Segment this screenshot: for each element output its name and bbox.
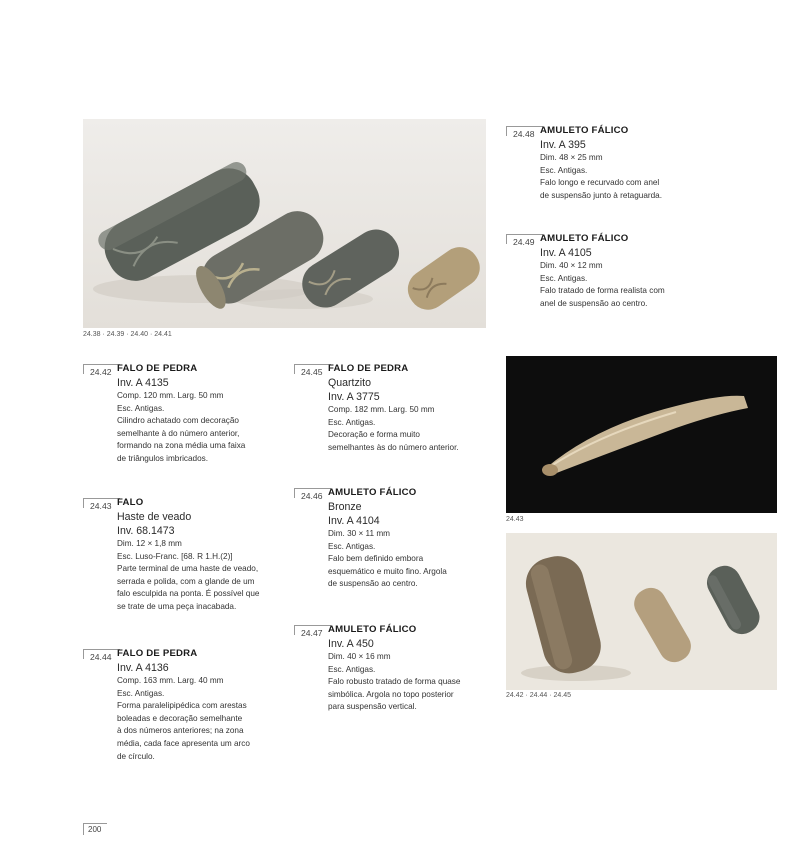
entry-description-line: Forma paralelipipédica com arestas xyxy=(117,701,247,711)
entry-inventory: Inv. A 4135 xyxy=(117,377,169,389)
entry-dimensions: Comp. 182 mm. Larg. 50 mm xyxy=(328,405,435,414)
entry-provenance: Esc. Luso-Franc. [68. R 1.H.(2)] xyxy=(117,551,233,561)
entry-inventory: Inv. A 4105 xyxy=(540,247,592,259)
entry-title: AMULETO FÁLICO xyxy=(328,487,417,498)
entry-description-line: Falo longo e recurvado com anel xyxy=(540,178,660,188)
entry-provenance: Esc. Antigas. xyxy=(328,664,376,674)
entry-description-line: simbólica. Argola no topo posterior xyxy=(328,689,454,699)
entry-number: 24.47 xyxy=(294,625,331,635)
entry-description-line: Cilindro achatado com decoração xyxy=(117,416,239,426)
entry-inventory: Inv. A 4104 xyxy=(328,515,380,527)
entry-dimensions: Dim. 30 × 11 mm xyxy=(328,529,390,538)
catalog-entry-24-49 xyxy=(506,232,706,322)
entry-title: FALO DE PEDRA xyxy=(328,363,409,374)
catalog-entry-24-44 xyxy=(83,647,283,777)
entry-dimensions: Comp. 120 mm. Larg. 50 mm xyxy=(117,391,224,400)
caption-bottom-photo: 24.42 · 24.44 · 24.45 xyxy=(506,692,571,699)
entry-description-line: Falo robusto tratado de forma quase xyxy=(328,677,461,687)
entry-provenance: Esc. Antigas. xyxy=(328,541,376,551)
entry-description-line: média, cada face apresenta um arco xyxy=(117,738,250,748)
entry-dimensions: Dim. 40 × 16 mm xyxy=(328,652,391,661)
entry-title: AMULETO FÁLICO xyxy=(540,233,629,244)
entry-description-line: Falo bem definido embora xyxy=(328,554,424,564)
entry-number: 24.48 xyxy=(506,126,543,136)
entry-number: 24.42 xyxy=(83,364,120,374)
entry-inventory: Inv. 68.1473 xyxy=(117,525,175,537)
caption-dark-photo: 24.43 xyxy=(506,516,524,523)
entry-inventory: Inv. A 450 xyxy=(328,638,374,650)
entry-material: Bronze xyxy=(328,501,362,513)
photo-three-stone-phalli xyxy=(506,533,777,690)
catalog-entry-24-43 xyxy=(83,496,283,626)
entry-provenance: Esc. Antigas. xyxy=(328,417,376,427)
entry-material: Haste de veado xyxy=(117,511,192,523)
entry-inventory: Inv. A 4136 xyxy=(117,662,169,674)
entry-provenance: Esc. Antigas. xyxy=(540,165,588,175)
entry-description-line: de círculo. xyxy=(117,751,155,761)
entry-title: FALO DE PEDRA xyxy=(117,648,198,659)
entry-provenance: Esc. Antigas. xyxy=(117,403,165,413)
caption-top-photo: 24.38 · 24.39 · 24.40 · 24.41 xyxy=(83,331,172,338)
entry-title: FALO xyxy=(117,497,144,508)
entry-title: FALO DE PEDRA xyxy=(117,363,198,374)
entry-inventory: Inv. A 395 xyxy=(540,139,586,151)
entry-description-line: de suspensão ao centro. xyxy=(328,579,418,589)
entry-description-line: Falo tratado de forma realista com xyxy=(540,286,665,296)
entry-description-line: Parte terminal de uma haste de veado, xyxy=(117,564,259,574)
entry-description-line: esquemático e muito fino. Argola xyxy=(328,566,447,576)
entry-description-line: para suspensão vertical. xyxy=(328,702,417,712)
entry-number: 24.43 xyxy=(83,498,120,508)
entry-title: AMULETO FÁLICO xyxy=(328,624,417,635)
entry-material: Quartzito xyxy=(328,377,371,389)
entry-number: 24.46 xyxy=(294,488,331,498)
photo-antler-phallus xyxy=(506,356,777,513)
entry-description-line: se trate de uma peça inacabada. xyxy=(117,601,237,611)
entry-description-line: formando na zona média uma faixa xyxy=(117,441,246,451)
page-number: 200 xyxy=(83,823,107,835)
entry-dimensions: Dim. 12 × 1,8 mm xyxy=(117,539,182,548)
entry-description-line: anel de suspensão ao centro. xyxy=(540,298,648,308)
photo-stone-phalli-group xyxy=(83,119,486,328)
entry-dimensions: Dim. 48 × 25 mm xyxy=(540,153,603,162)
entry-title: AMULETO FÁLICO xyxy=(540,125,629,136)
entry-number: 24.44 xyxy=(83,649,120,659)
entry-provenance: Esc. Antigas. xyxy=(117,688,165,698)
entry-provenance: Esc. Antigas. xyxy=(540,273,588,283)
entry-description-line: falo esculpida na ponta. É possível que xyxy=(117,589,260,599)
entry-dimensions: Dim. 40 × 12 mm xyxy=(540,261,603,270)
entry-inventory: Inv. A 3775 xyxy=(328,391,380,403)
entry-description-line: Decoração e forma muito xyxy=(328,430,420,440)
catalog-entry-24-42 xyxy=(83,362,283,482)
entry-description-line: serrada e polida, com a glande de um xyxy=(117,576,255,586)
catalog-entry-24-47 xyxy=(294,623,494,733)
entry-description-line: à dos números anteriores; na zona xyxy=(117,726,244,736)
entry-description-line: semelhantes às do número anterior. xyxy=(328,442,459,452)
entry-description-line: de triângulos imbricados. xyxy=(117,453,209,463)
entry-number: 24.45 xyxy=(294,364,331,374)
catalog-entry-24-46 xyxy=(294,486,494,606)
entry-number: 24.49 xyxy=(506,234,543,244)
entry-dimensions: Comp. 163 mm. Larg. 40 mm xyxy=(117,676,224,685)
catalog-entry-24-48 xyxy=(506,124,706,214)
entry-description-line: semelhante à do número anterior, xyxy=(117,428,240,438)
entry-description-line: de suspensão junto à retaguarda. xyxy=(540,190,662,200)
entry-description-line: boleadas e decoração semelhante xyxy=(117,713,243,723)
catalog-entry-24-45 xyxy=(294,362,494,472)
